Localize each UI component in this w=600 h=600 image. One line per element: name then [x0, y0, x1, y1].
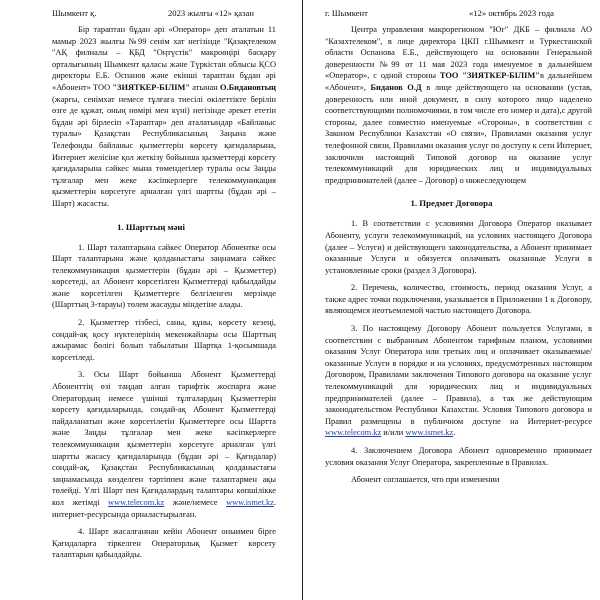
right-clause-5: Абонент соглашается, что при изменении — [351, 475, 500, 485]
right-ismet-link[interactable]: www.ismet.kz — [405, 428, 454, 438]
russian-column — [303, 6, 600, 600]
left-section-title: 1. Шарттың мәні — [117, 221, 185, 232]
right-city: г. Шымкент — [325, 8, 368, 18]
right-clause-3: 3. По настоящему Договору Абонент пользуется Услугами, в соответствии с выбранным Абонентом тарифным планом, условиями оказания Услуг Оператора или третьих лиц и оплачивает оказываемые/оказанные Услуги в порядке и на условиях, предусмотренных настоящим Договором, Правилами заключения Типового договора на оказание услуг телекоммуникаций для юридических лиц и индивидуальных предпринимателей (далее – Правила), а так же действующим законодательством Республики Казахстан. Условия Типового договора и Правил размещены в публичном доступе на Интернет-ресурсе www.telecom.kz и/или www.ismet.kz. — [325, 324, 592, 438]
left-clause-3: 3. Осы Шарт бойынша Абонент Қызметтерді Абоненттің өзі таңдап алған тарифтік жоспарға және Оператордың немесе үшінші тұлғалардың Қызметтерін көрсету қағидаларында, сондай-ақ Абонент Қызметтерді пайдаланатын және көрсетілетін Қызметтерге осы Шартта және Заңды тұлғалар мен жеке кәсіпкерлерге телекоммуникация қызметтерін көрсетуге арналған үлгі шартты жасасу қағидаларында (бұдан әрі – Қағидалар) сондай-ақ, Қазақстан Республикасының қолданыстағы заңнамасында көзделген тәртіппен және талаптармен ақы төлейді. Үлгі Шарт пен Қағидалардың талаптары көпшілікке кол жетімді www.telecom.kz және/немесе www.ismet.kz. интернет-ресурсында орналастырылған. — [52, 370, 276, 519]
left-preamble: Бір тараптан бұдан әрі «Оператор» деп аталатын 11 мамыр 2023 жылғы №99 сенім хат негізінде "Қазақтелеком "АҚ филиалы – ҚБД "Оңтүстік" макроөңірі басқару орталығының Шымкент қаласы және Түркістан облысы ҚСО директоры Е.Б. Оспанов және екінші тараптан бұдан әрі «Абонент» ТОО "ЗИЯТКЕР-БІЛІМ" атынан О.Бидановтың (жарғы, сенімхат немесе тұлғаға тиесілі өкілеттікте берілін өзге де құжат, оның нөмірі мен күні) негізінде әрекет ететін бұдан әрі бірлесіп «Тараптар» деп аталатындар «Байланыс туралы» Қазақстан Республикасының Заңына және Телефонды байланыс қызметтерін көрсету қағидаларына, Интернет желісіне қол жеткізу бойынша қызметтерді көрсету қағидаларына сәйкес мына төмендегілер туралы осы Заңды тұлғалар мен жеке кәсіпкерлерге телекоммуникация қызметтерін көрсетуге арналған үлгі шартты (бұдан әрі – Шарт) жасасты. — [52, 25, 276, 208]
left-telecom-link[interactable]: www.telecom.kz — [108, 497, 165, 507]
right-section-title: 1. Предмет Договора — [410, 198, 493, 209]
right-telecom-link[interactable]: www.telecom.kz — [325, 428, 382, 438]
right-date: «12» октябрь 2023 года — [469, 8, 554, 18]
right-header — [303, 6, 600, 24]
kazakh-column — [0, 6, 302, 600]
left-city: Шымкент қ. — [52, 8, 97, 18]
left-clause-2: 2. Қызметтер тізбесі, саны, құны, көрсету кезеңі, сондай-ақ қосу нүктелерінің мекенжайлары осы Шарттың ажырамас бөлігі болып табылатын Шартқа 1-қосымшада көрсетіледі. — [52, 318, 276, 362]
left-header — [0, 6, 302, 24]
right-clause-4: 4. Заключением Договора Абонент одновременно принимает условия оказания Услуг Оператора, закрепленные в Правилах. — [325, 446, 592, 467]
left-ismet-link[interactable]: www.ismet.kz — [226, 497, 274, 507]
left-clause-4: 4. Шарт жасалғаннан кейін Абонент оныимен бірге Қағидаларға тіркелген Операторлық Қызмет көрсету талаптарын қабылдайды. — [52, 527, 276, 560]
right-clause-1: 1. В соответствии с условиями Договора Оператор оказывает Абоненту, услуги телекоммуникаций, на условиях настоящего Договора (далее – Услуги) и действующего законодательства, а Абонент принимает оказанные Услуги и обязуется оплачивать оказанные Услуги в установленные сроки (раздел 3 Договора). — [325, 219, 592, 275]
left-clause-1: 1. Шарт талаптарына сәйкес Оператор Абонентке осы Шарт талаптарына және қолданыстағы заңнамаға сәйкес телекоммуникация қызметтерін (бұдан әрі – Қызметтер) көрсетеді, ал Абонент көрсетілген Қызметтерді қабылдайды және көрсетілген Қызметтерге белгіленген мерзімде (Шарттың 3-тарауы) төлем жасауды міндетіне алады. — [52, 242, 276, 310]
right-clause-2: 2. Перечень, количество, стоимость, период оказания Услуг, а также адрес точки подключения, указывается в Приложении 1 к Договору, являющемся неотъемлемой частью настоящего Договора. — [325, 283, 592, 316]
left-date: 2023 жылғы «12» қазан — [168, 8, 254, 18]
right-preamble: Центра управления макрорегионом "Юг" ДКБ – филиала АО "Казахтелеком", в лице директора ЦКП г.Шымкент и Туркестанской области Оспанова Е.Б., действующего на основании Генеральной доверенности №99 от 11 мая 2023 года именуемое в дальнейшем «Оператор», с одной стороны ТОО "ЗИЯТКЕР-БІЛІМ"в дальнейшем «Абонент», Биданов О.Д в лице действующего на основании (устав, доверенность или иной документ, в силу которого лицо наделено соответствующими полномочиями, в том числе его номер и дата),с другой стороны, далее совместно именуемые «Стороны», в соответствии с Законом Республики Казахстан «О связи», Правилами оказания услуг телефонной связи, Правилами оказания услуг по доступу к сети Интернет, заключили настоящий Типовой договор на оказание услуг телекоммуникаций для юридических лиц и индивидуальных предпринимателей (далее – Договор) о нижеследующем — [325, 25, 592, 185]
